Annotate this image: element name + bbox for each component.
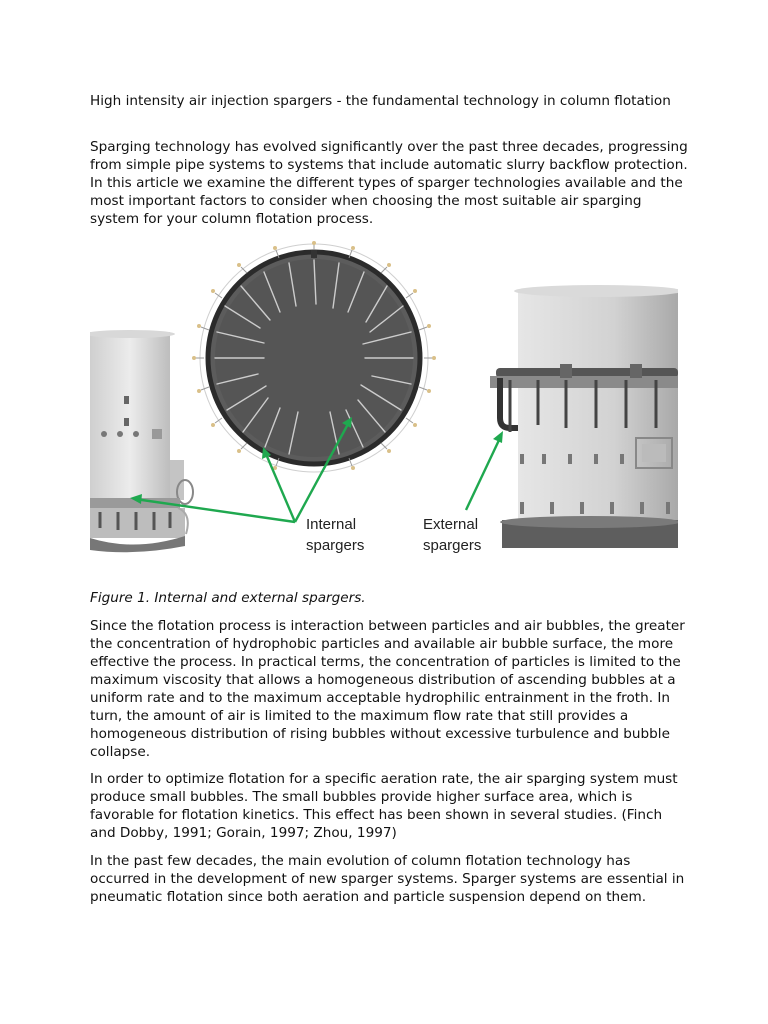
figure-caption: Figure 1. Internal and external spargers. <box>90 590 366 606</box>
sparger-figure <box>90 240 678 556</box>
internal-spargers-label-line2: spargers <box>306 537 365 554</box>
intro-paragraph: Sparging technology has evolved significantly over the past three decades, progressing from simple pipe systems to systems that include automatic slurry backflow protection. In this article we examine the different types of sparger technologies available and the most important factors to consider when choosing the most suitable air sparging system for your column flotation process. <box>90 139 688 227</box>
external-spargers-label-line2: spargers <box>423 537 482 554</box>
internal-sparger-cross-section <box>192 241 436 472</box>
document-title: High intensity air injection spargers - the fundamental technology in column flotation <box>90 93 671 109</box>
body-paragraph-1: Since the flotation process is interaction between particles and air bubbles, the greater the concentration of hydrophobic particles and available air bubble surface, the more effective the process. In practical terms, the concentration of particles is limited to the maximum viscosity that allows a homogeneous distribution of ascending bubbles at a uniform rate and to the maximum acceptable hydrophilic entrainment in the froth. In turn, the amount of air is limited to the maximum flow rate that still provides a homogeneous distribution of rising bubbles without excessive turbulence and bubble collapse. <box>90 618 685 760</box>
sparger-illustration <box>90 240 678 556</box>
external-spargers-label-line1: External <box>423 516 479 533</box>
body-paragraph-2: In order to optimize flotation for a specific aeration rate, the air sparging system must produce small bubbles. The small bubbles provide higher surface area, which is favorable for flotation kinetics. This effect has been shown in several studies. (Finch and Dobby, 1991; Gorain, 1997; Zhou, 1997) <box>90 771 678 841</box>
arrow-to-right-column <box>466 438 500 510</box>
right-column-illustration <box>490 285 678 548</box>
internal-spargers-label-line1: Internal <box>306 516 357 533</box>
left-column-illustration <box>90 330 193 552</box>
body-paragraph-3: In the past few decades, the main evolution of column flotation technology has occurred in the development of new sparger systems. Sparger systems are essential in pneumatic flotation since both aeration and particle suspension depend on them. <box>90 853 685 905</box>
